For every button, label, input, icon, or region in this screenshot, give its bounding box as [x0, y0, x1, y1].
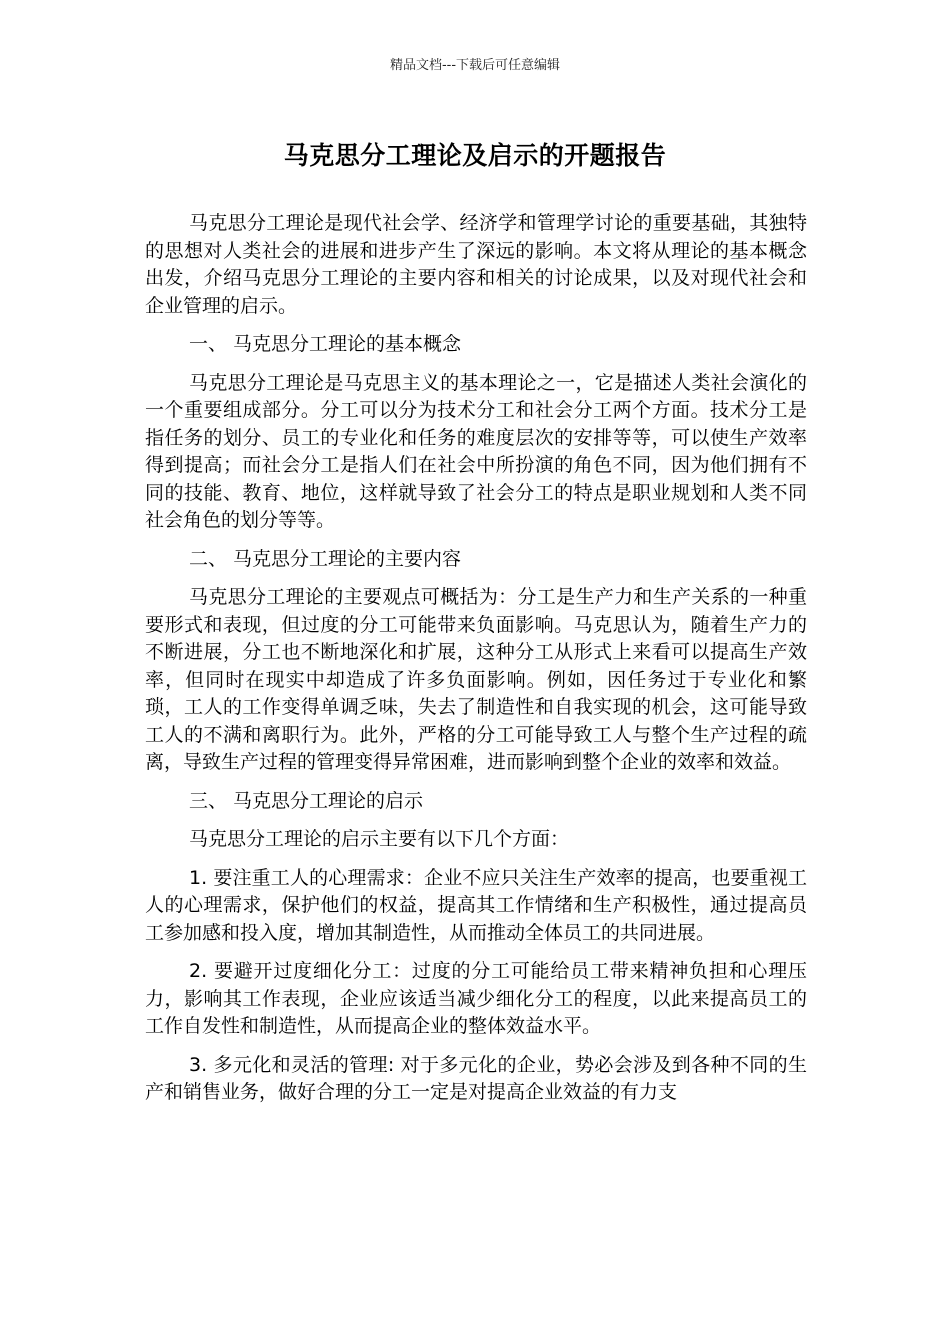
list-item-3: 3. 多元化和灵活的管理: 对于多元化的企业，势必会涉及到各种不同的生产和销售业务，做好合理的分工一定是对提高企业效益的有力支 [145, 1053, 807, 1103]
section-3-intro: 马克思分工理论的启示主要有以下几个方面： [189, 828, 570, 850]
list-item-1: 1. 要注重工人的心理需求：企业不应只关注生产效率的提高，也要重视工人的心理需求，保护他们的权益，提高其工作情绪和生产积极性，通过提高员工参加感和投入度，增加其制造性，从而推动全体员工的共同进展。 [145, 866, 807, 944]
document-title: 马克思分工理论及启示的开题报告 [283, 141, 667, 170]
document-body [145, 210, 807, 1118]
section-1-paragraph: 马克思分工理论是马克思主义的基本理论之一，它是描述人类社会演化的一个重要组成部分。分工可以分为技术分工和社会分工两个方面。技术分工是指任务的划分、员工的专业化和任务的难度层次的安排等等，可以使生产效率得到提高；而社会分工是指人们在社会中所扮演的角色不同，因为他们拥有不同的技能、教育、地位，这样就导致了社会分工的特点是职业规划和人类不同社会角色的划分等等。 [145, 371, 807, 531]
section-2-paragraph: 马克思分工理论的主要观点可概括为：分工是生产力和生产关系的一种重要形式和表现，但过度的分工可能带来负面影响。马克思认为，随着生产力的不断进展，分工也不断地深化和扩展，这种分工从形式上来看可以提高生产效率，但同时在现实中却造成了许多负面影响。例如，因任务过于专业化和繁琐，工人的工作变得单调乏味，失去了制造性和自我实现的机会，这可能导致工人的不满和离职行为。此外，严格的分工可能导致工人与整个生产过程的疏离，导致生产过程的管理变得异常困难，进而影响到整个企业的效率和效益。 [145, 586, 807, 773]
header-note: 精品文档---下载后可任意编辑 [389, 58, 561, 73]
section-heading-1: 一、 马克思分工理论的基本概念 [189, 333, 462, 355]
section-heading-2: 二、 马克思分工理论的主要内容 [189, 547, 462, 570]
intro-paragraph: 马克思分工理论是现代社会学、经济学和管理学讨论的重要基础，其独特的思想对人类社会的进展和进步产生了深远的影响。本文将从理论的基本概念出发，介绍马克思分工理论的主要内容和相关的讨论成果，以及对现代社会和企业管理的启示。 [145, 212, 807, 317]
section-heading-3: 三、 马克思分工理论的启示 [189, 789, 424, 812]
list-item-2: 2. 要避开过度细化分工：过度的分工可能给员工带来精神负担和心理压力，影响其工作表现，企业应该适当减少细化分工的程度，以此来提高员工的工作自发性和制造性，从而提高企业的整体效益水平。 [145, 960, 807, 1037]
